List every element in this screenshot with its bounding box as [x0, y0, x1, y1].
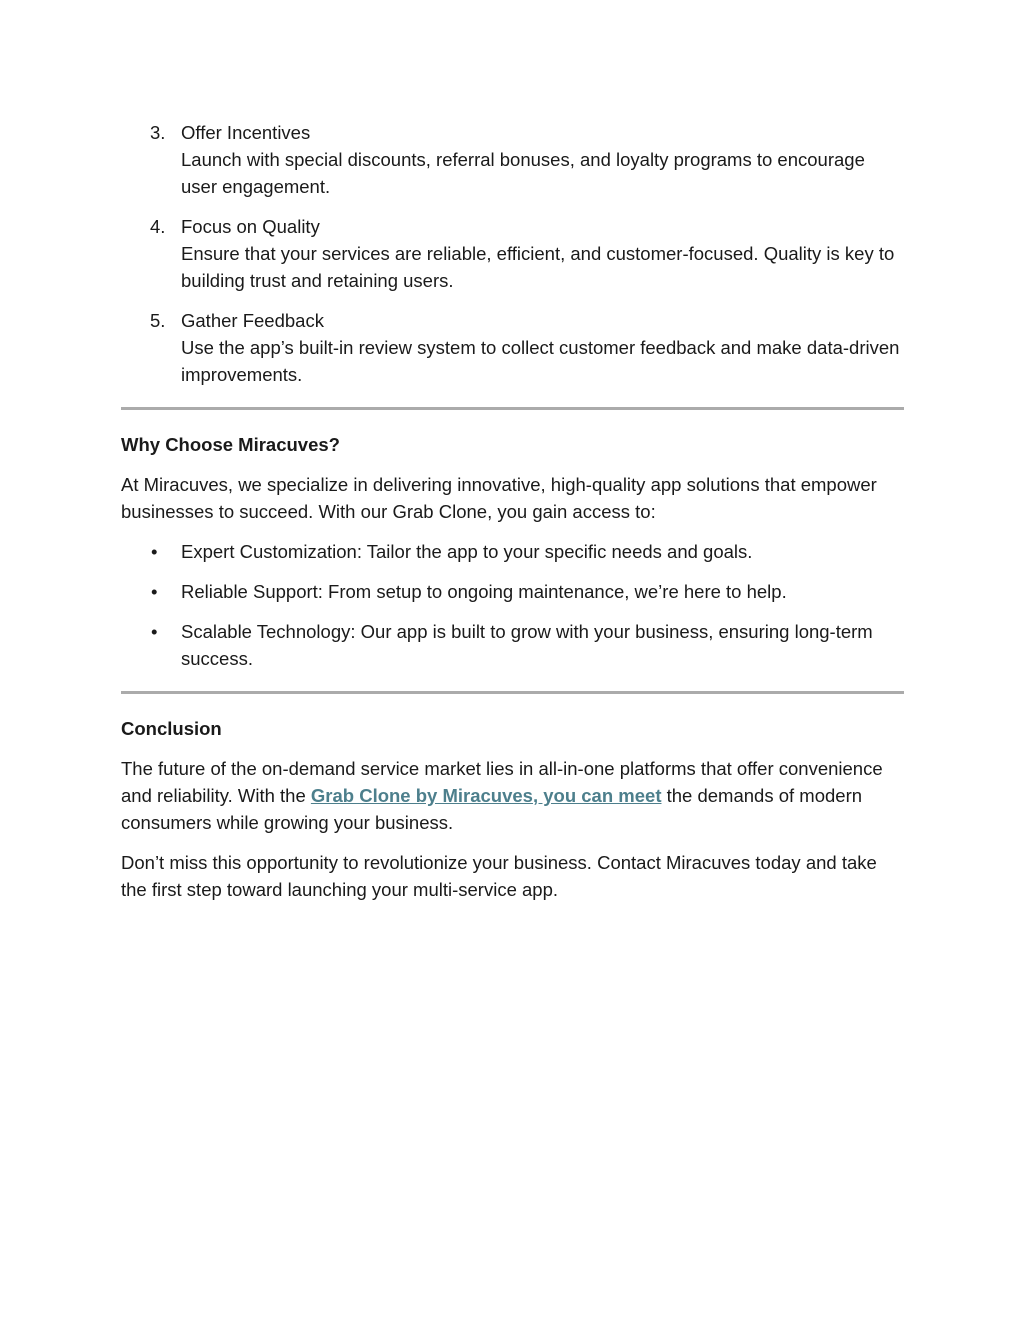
- list-item: [121, 618, 904, 672]
- conclusion-paragraph: [121, 755, 904, 836]
- list-item-title: Offer Incentives: [181, 122, 311, 143]
- grab-clone-link[interactable]: Grab Clone by Miracuves, you can meet: [310, 785, 662, 806]
- list-item-description: Ensure that your services are reliable, efficient, and customer-focused. Quality is key to building trust and retaining users.: [181, 243, 895, 291]
- list-number: 3.: [150, 122, 166, 143]
- list-item: [121, 307, 904, 388]
- list-number: 4.: [150, 216, 166, 237]
- list-item: [121, 538, 904, 565]
- list-item-title: Focus on Quality: [181, 216, 320, 237]
- steps-list: [121, 119, 904, 388]
- list-item: [121, 578, 904, 605]
- why-choose-intro: At Miracuves, we specialize in delivering innovative, high-quality app solutions that empower businesses to succeed. With our Grab Clone, you gain access to:: [121, 474, 877, 522]
- list-item-text: Scalable Technology: Our app is built to grow with your business, ensuring long-term success.: [181, 621, 873, 669]
- bullet-icon: •: [151, 621, 158, 642]
- section-divider: [121, 407, 904, 410]
- closing-paragraph: Don’t miss this opportunity to revolutionize your business. Contact Miracuves today and take the first step toward launching your multi-service app.: [121, 852, 877, 900]
- conclusion-text-before-link: The future of the on-demand service market lies in all-in-one platforms that offer convenience and reliability. With the: [121, 758, 883, 806]
- conclusion-text-after-link: the demands of modern consumers while growing your business.: [121, 785, 863, 833]
- bullet-icon: •: [151, 581, 158, 602]
- list-item: [121, 119, 904, 200]
- document-page: [121, 119, 904, 903]
- list-item-text: Reliable Support: From setup to ongoing maintenance, we’re here to help.: [181, 581, 787, 602]
- why-choose-heading: Why Choose Miracuves?: [121, 434, 340, 455]
- bullet-icon: •: [151, 541, 158, 562]
- list-item-description: Use the app’s built-in review system to collect customer feedback and make data-driven improvements.: [181, 337, 900, 385]
- list-item-description: Launch with special discounts, referral bonuses, and loyalty programs to encourage user engagement.: [181, 149, 865, 197]
- list-number: 5.: [150, 310, 166, 331]
- section-divider: [121, 691, 904, 694]
- list-item: [121, 213, 904, 294]
- conclusion-heading: Conclusion: [121, 718, 222, 739]
- list-item-text: Expert Customization: Tailor the app to your specific needs and goals.: [181, 541, 753, 562]
- list-item-title: Gather Feedback: [181, 310, 324, 331]
- benefits-list: [121, 538, 904, 672]
